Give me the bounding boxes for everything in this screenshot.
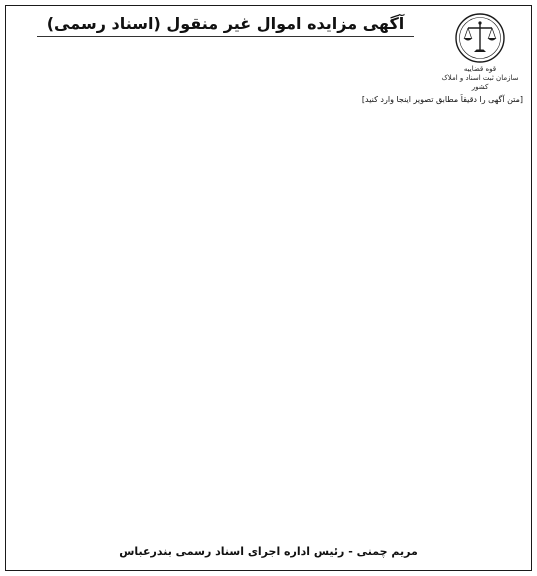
scales-of-justice-icon xyxy=(454,12,506,64)
notice-header xyxy=(14,12,523,90)
signature-line: مریم چمنی - رئیس اداره اجرای اسناد رسمی بندرعباس xyxy=(119,545,418,558)
notice-body-text: [متن آگهی را دقیقاً مطابق تصویر اینجا وارد کنید] xyxy=(361,95,523,104)
notice-frame xyxy=(5,5,532,571)
emblem-block xyxy=(437,12,523,92)
notice-title: آگهی مزایده اموال غیر منقول (اسناد رسمی) xyxy=(37,14,415,37)
title-wrap xyxy=(14,12,437,37)
emblem-caption: قوه قضاییه سازمان ثبت اسناد و املاک کشور xyxy=(441,65,519,91)
